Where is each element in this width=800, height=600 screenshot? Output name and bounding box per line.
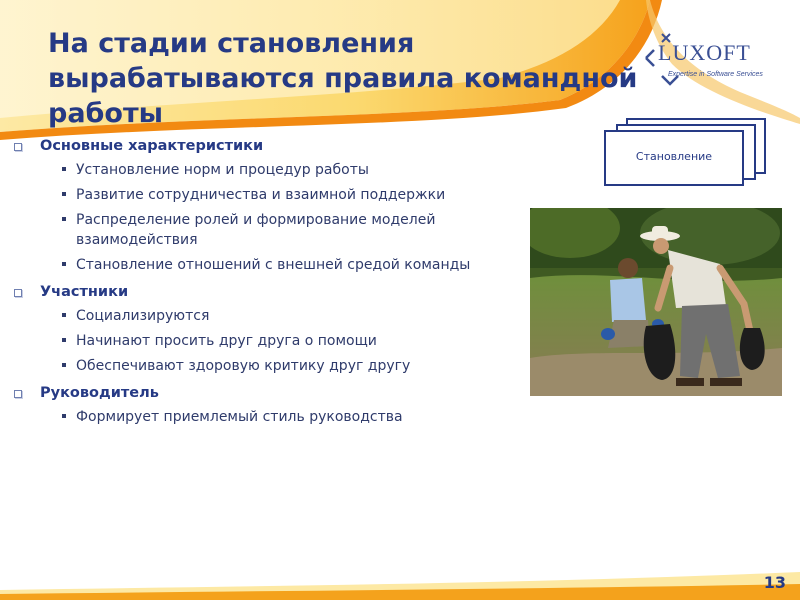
luxoft-logo <box>636 28 792 98</box>
list-item: Начинают просить друг друга о помощи <box>12 331 532 351</box>
bullet-icon <box>62 167 66 171</box>
list-item: Развитие сотрудничества и взаимной поддержки <box>12 185 532 205</box>
team-photo <box>530 208 782 396</box>
section-heading-characteristics: Основные характеристики <box>12 134 532 160</box>
section-heading-participants: Участники <box>12 280 532 306</box>
bullet-icon <box>62 414 66 418</box>
slide-title: На стадии становления вырабатываются правила командной работы <box>48 28 638 129</box>
footer-background <box>0 560 800 600</box>
list-item: Социализируются <box>12 306 532 326</box>
section-heading-leader: Руководитель <box>12 381 532 407</box>
stage-card-label: Становление <box>635 150 713 163</box>
square-bullet-icon <box>14 289 22 297</box>
photo-icon <box>530 208 782 396</box>
bullet-icon <box>62 363 66 367</box>
square-bullet-icon <box>14 143 22 151</box>
list-item: Обеспечивают здоровую критику друг другу <box>12 356 532 376</box>
list-item: Установление норм и процедур работы <box>12 160 532 180</box>
list-item: Становление отношений с внешней средой команды <box>12 255 532 275</box>
list-item: Формирует приемлемый стиль руководства <box>12 407 532 427</box>
bullet-icon <box>62 338 66 342</box>
stage-card-stack <box>604 116 774 192</box>
logo-wordmark: LUXOFT <box>658 40 751 65</box>
bullet-list <box>12 134 532 432</box>
bullet-icon <box>62 262 66 266</box>
bullet-icon <box>62 217 66 221</box>
square-bullet-icon <box>14 390 22 398</box>
list-item: Распределение ролей и формирование моделей взаимодействия <box>12 210 476 250</box>
bullet-icon <box>62 192 66 196</box>
bullet-icon <box>62 313 66 317</box>
logo-tagline: Expertise in Software Services <box>668 71 763 78</box>
page-number: 13 <box>763 573 786 592</box>
stage-card-front <box>604 130 744 186</box>
